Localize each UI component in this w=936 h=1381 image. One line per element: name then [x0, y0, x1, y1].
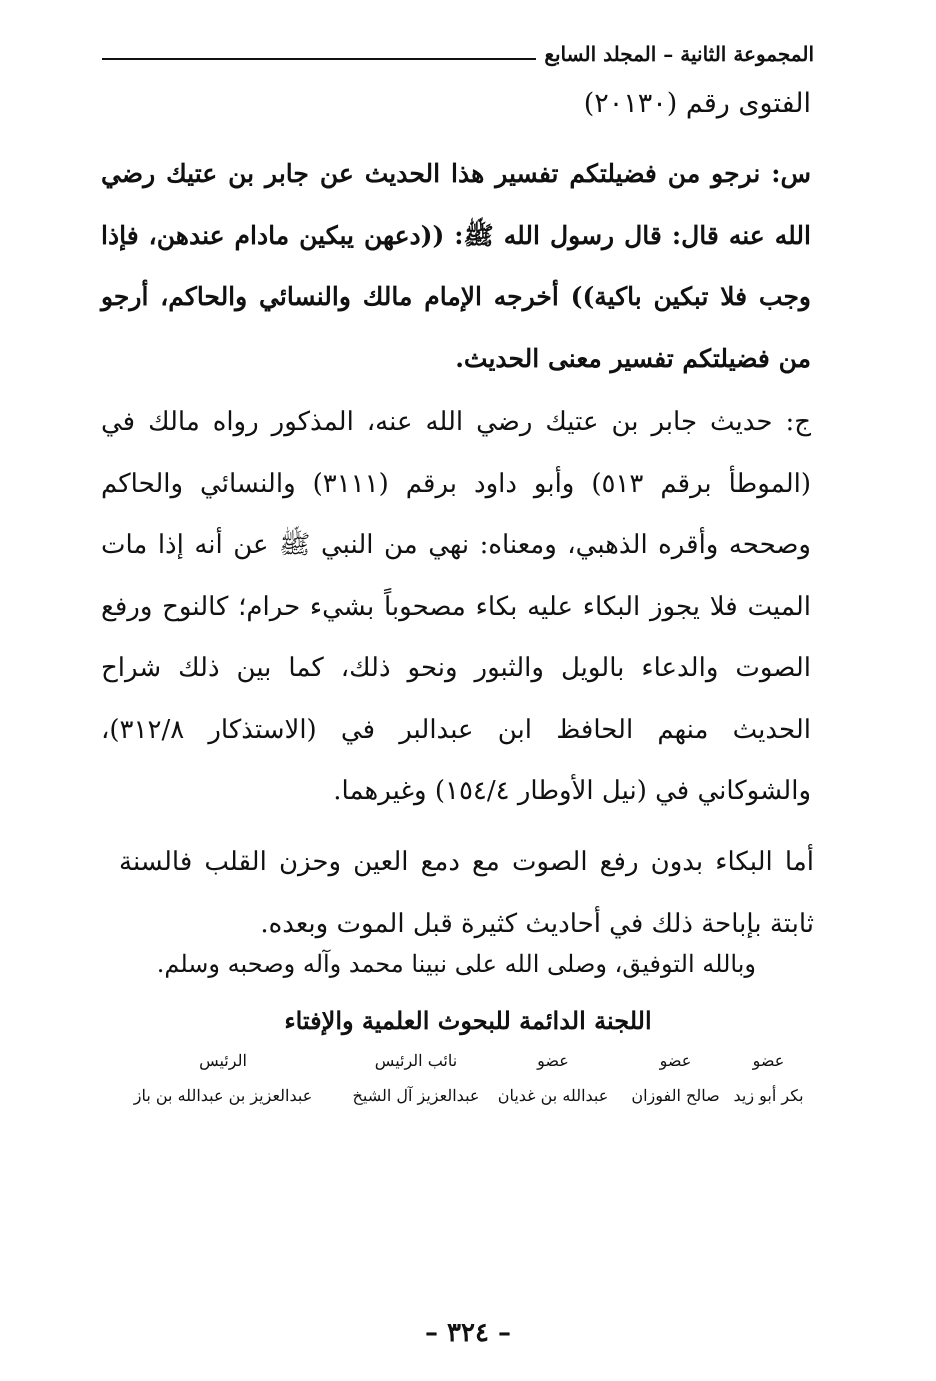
closing-line: وبالله التوفيق، وصلى الله على نبينا محمد وآله وصحبه وسلم.: [156, 950, 756, 978]
committee-title: اللجنة الدائمة للبحوث العلمية والإفتاء: [284, 1006, 652, 1035]
fatwa-number: الفتوى رقم (٢٠١٣٠): [583, 88, 811, 119]
signer-name: صالح الفوزان: [631, 1086, 720, 1105]
signer-role: الرئيس: [199, 1051, 247, 1070]
signer-name: عبدالعزيز آل الشيخ: [352, 1086, 480, 1105]
signer-role: عضو: [537, 1051, 569, 1070]
signer: [488, 1050, 618, 1105]
answer-text: ج: حديث جابر بن عتيك رضي الله عنه، المذكور رواه مالك في (الموطأ برقم ٥١٣) وأبو داود برقم (٣١١١) والنسائي والحاكم وصححه وأقره الذهبي، ومعناه: نهي من النبي ﷺ عن أنه إذا مات الميت فلا يجوز البكاء عليه بكاء مصحوباً بشيء حرام؛ كالنوح ورفع الصوت والدعاء بالويل والثبور ونحو ذلك، كما بين ذلك شراح الحديث منهم الحافظ ابن عبدالبر في (الاستذكار ٣١٢/٨)، والشوكاني في (نيل الأوطار ١٥٤/٤) وغيرهما.: [101, 407, 811, 806]
signer-role: عضو: [752, 1051, 785, 1070]
running-header: [102, 30, 814, 66]
signer-name: عبدالعزيز بن عبدالله بن باز: [133, 1086, 313, 1105]
signer-name: بكر أبو زيد: [733, 1086, 804, 1105]
signer: [628, 1050, 723, 1105]
question-text: س: نرجو من فضيلتكم تفسير هذا الحديث عن جابر بن عتيك رضي الله عنه قال: قال رسول الله ﷺ: ((دعهن يبكين مادام عندهن، فإذا وجب فلا تبكين باكية)) أخرجه الإمام مالك والنسائي والحاكم، أرجو من فضيلتكم تفسير معنى الحديث.: [101, 159, 811, 373]
signer-role: نائب الرئيس: [374, 1051, 458, 1070]
header-title: المجموعة الثانية – المجلد السابع: [544, 42, 814, 66]
signer: [721, 1050, 816, 1105]
page-number: – ٣٢٤ –: [424, 1318, 512, 1348]
answer-paragraph-2: أما البكاء بدون رفع الصوت مع دمع العين وحزن القلب فالسنة ثابتة بإباحة ذلك في أحاديث كثيرة قبل الموت وبعده.: [119, 847, 814, 939]
signer-role: عضو: [659, 1051, 692, 1070]
signatories: [118, 1050, 808, 1130]
signer: [128, 1050, 318, 1105]
signer: [346, 1050, 486, 1105]
header-rule: [102, 58, 536, 60]
signer-name: عبدالله بن غديان: [497, 1086, 609, 1105]
